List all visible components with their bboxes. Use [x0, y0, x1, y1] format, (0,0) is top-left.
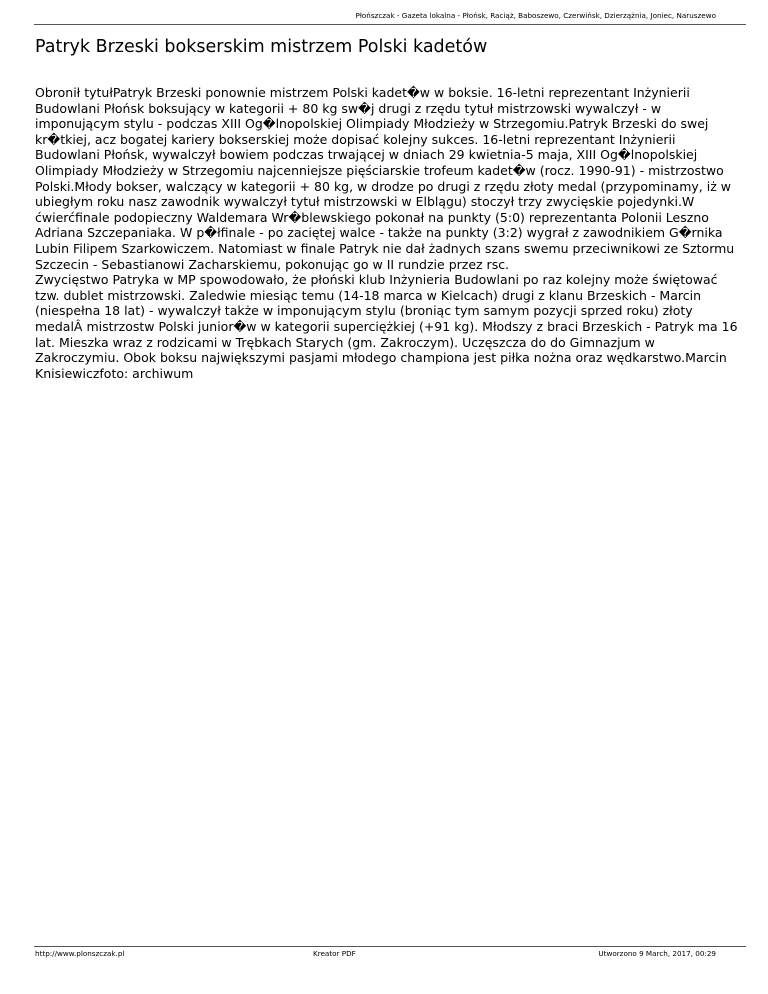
article-paragraph: Zwycięstwo Patryka w MP spowodowało, że płoński klub Inżynieria Budowlani po raz kolejny może świętować tzw. dublet mistrzowski. Zaledwie miesiąc temu (14-18 marca w Kielcach) drugi z klanu Brzeskich - Marcin (niespełna 18 lat) - wywalczył także w imponującym stylu (broniąc tym samym pozycji sprzed roku) złoty medalÂ mistrzostw Polski junior�w w kategorii superciężkiej (+91 kg). Młodszy z braci Brzeskich - Patryk ma 16 lat. Mieszka wraz z rodzicami w Trębkach Starych (gm. Zakroczym). Uczęszcza do do Gimnazjum w Zakroczymiu. Obok boksu największymi pasjami młodego championa jest piłka nożna oraz wędkarstwo.Marcin Knisiewiczfoto: archiwum: [35, 272, 738, 381]
footer-divider: [34, 946, 746, 947]
footer-created-date: Utworzono 9 March, 2017, 00:29: [598, 949, 716, 958]
article-title: Patryk Brzeski bokserskim mistrzem Polski kadetów: [35, 37, 488, 57]
site-header-text: Płońszczak - Gazeta lokalna - Płońsk, Raciąż, Baboszewo, Czerwińsk, Dzierzążnia, Joniec, Naruszewo: [355, 11, 716, 20]
header-divider: [34, 24, 746, 25]
article-paragraph: Obronił tytułPatryk Brzeski ponownie mistrzem Polski kadet�w w boksie. 16-letni reprezentant Inżynierii Budowlani Płońsk boksujący w kategorii + 80 kg sw�j drugi z rzędu tytuł mistrzowski wywalczył - w imponującym stylu - podczas XIII Og�lnopolskiej Olimpiady Młodzieży w Strzegomiu.Patryk Brzeski do swej kr�tkiej, acz bogatej kariery bokserskiej może dopisać kolejny sukces. 16-letni reprezentant Inżynierii Budowlani Płońsk, wywalczył bowiem podczas trwającej w dniach 29 kwietnia-5 maja, XIII Og�lnopolskiej Olimpiady Młodzieży w Strzegomiu najcenniejsze pięściarskie trofeum kadet�w (rocz. 1990-91) - mistrzostwo Polski.Młody bokser, walczący w kategorii + 80 kg, w drodze po drugi z rzędu złoty medal (przypominamy, iż w ubiegłym roku nasz zawodnik wywalczył tytuł mistrzowski w Elblągu) stoczył trzy zwycięskie pojedynki.W ćwierćfinale podopieczny Waldemara Wr�blewskiego pokonał na punkty (5:0) reprezentanta Polonii Leszno Adriana Szczepaniaka. W p�łfinale - po zaciętej walce - także na punkty (3:2) wygrał z zawodnikiem G�rnika Lubin Filipem Szarkowiczem. Natomiast w finale Patryk nie dał żadnych szans swemu przeciwnikowi ze Sztormu Szczecin - Sebastianowi Zacharskiemu, pokonując go w II rundzie przez rsc.: [35, 85, 735, 272]
article-body: [35, 85, 741, 381]
footer-generator: Kreator PDF: [313, 949, 356, 958]
footer-url: http://www.plonszczak.pl: [35, 949, 125, 958]
